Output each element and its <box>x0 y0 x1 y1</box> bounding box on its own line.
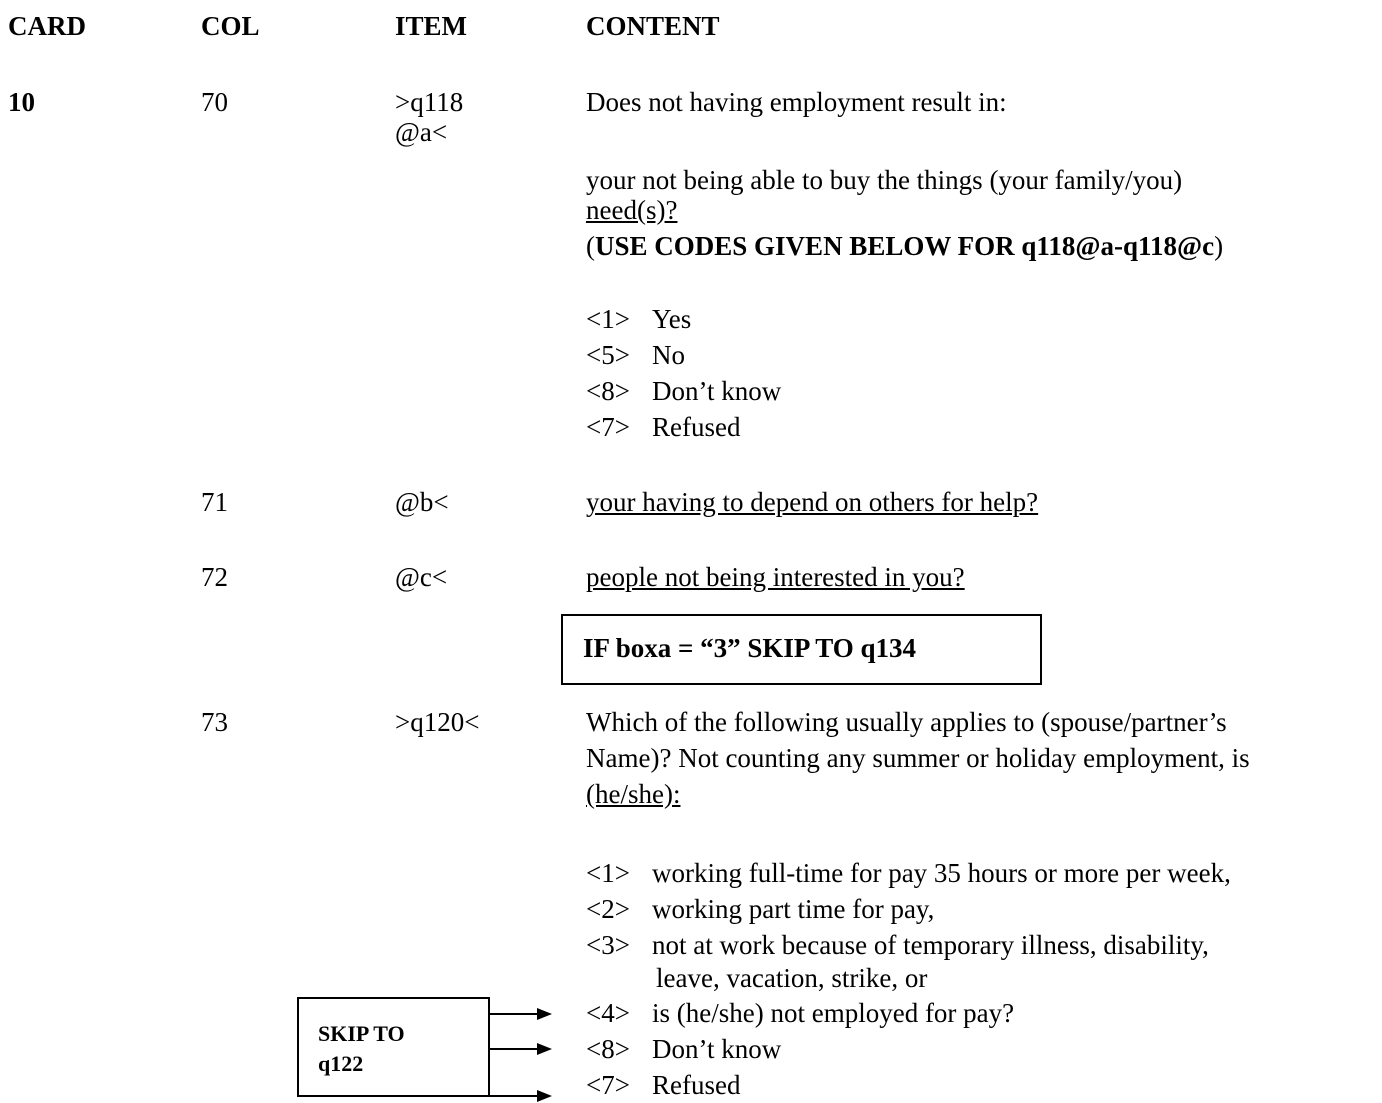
header-content: CONTENT <box>586 11 720 41</box>
sub-question-text-cont: need(s)? <box>586 195 678 225</box>
sub-question-text: your not being able to buy the things (your family/you) <box>586 165 1183 195</box>
question-text: your having to depend on others for help? <box>586 487 1039 517</box>
answer-option-cont: leave, vacation, strike, or <box>656 963 928 993</box>
question-text-cont: Name)? Not counting any summer or holiday employment, is <box>586 743 1250 773</box>
answer-option: <5> No <box>586 340 685 370</box>
item-subcode: @a< <box>395 117 448 147</box>
answer-option: <8> Don’t know <box>586 376 782 406</box>
answer-option: <7> Refused <box>586 412 741 442</box>
col-number: 70 <box>201 87 228 117</box>
card-number: 10 <box>8 87 35 117</box>
item-code: >q118 <box>395 87 464 117</box>
col-number: 71 <box>201 487 228 517</box>
skip-to-target: q122 <box>318 1051 364 1076</box>
col-number: 73 <box>201 707 228 737</box>
item-code: @b< <box>395 487 449 517</box>
arrow-icon <box>490 1043 552 1055</box>
arrow-icon <box>490 1090 552 1102</box>
header-col: COL <box>201 11 260 41</box>
col-number: 72 <box>201 562 228 592</box>
answer-option: <8> Don’t know <box>586 1034 782 1064</box>
answer-option: <1> working full-time for pay 35 hours or more per week, <box>586 858 1231 888</box>
answer-option: <4> is (he/she) not employed for pay? <box>586 998 1015 1028</box>
skip-to-label: SKIP TO <box>318 1021 405 1046</box>
question-text: Does not having employment result in: <box>586 87 1007 117</box>
answer-option: <1> Yes <box>586 304 692 334</box>
header-card: CARD <box>8 11 86 41</box>
skip-instruction-text: IF boxa = “3” SKIP TO q134 <box>583 633 916 663</box>
arrow-icon <box>490 1008 552 1020</box>
answer-option: <2> working part time for pay, <box>586 894 935 924</box>
question-text: Which of the following usually applies to (spouse/partner’s <box>586 707 1227 737</box>
item-code: >q120< <box>395 707 480 737</box>
item-code: @c< <box>395 562 448 592</box>
answer-option: <7> Refused <box>586 1070 741 1100</box>
answer-option: <3> not at work because of temporary illness, disability, <box>586 930 1209 960</box>
instruction-text: (USE CODES GIVEN BELOW FOR q118@a-q118@c) <box>586 231 1224 261</box>
question-text-cont: (he/she): <box>586 779 681 809</box>
question-text: people not being interested in you? <box>586 562 965 592</box>
header-item: ITEM <box>395 11 468 41</box>
